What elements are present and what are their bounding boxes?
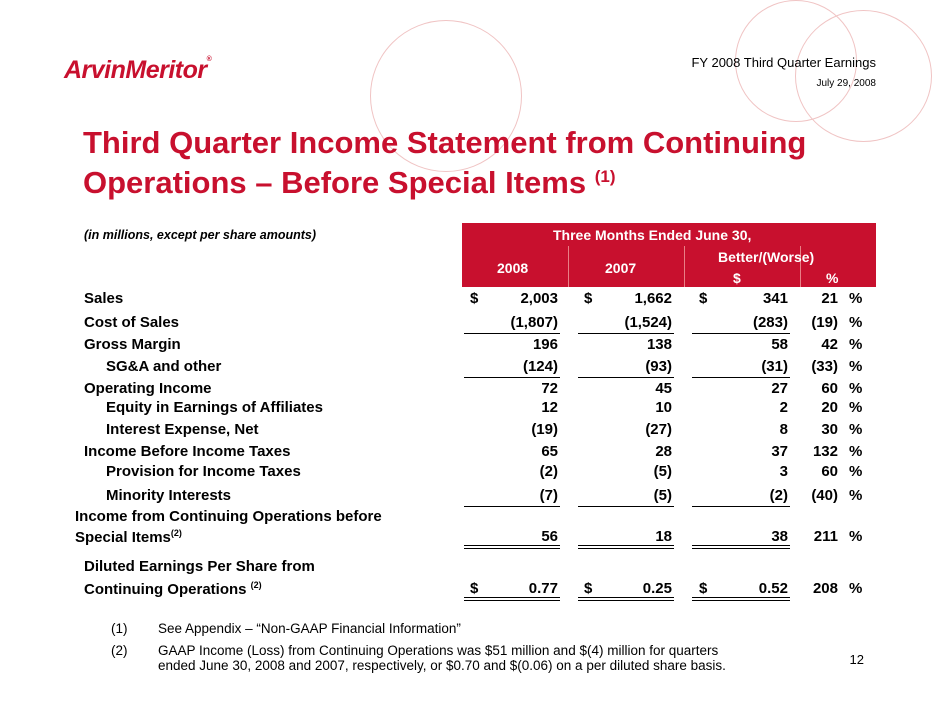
- cell-diff: (283): [752, 314, 788, 331]
- cell-2008: 65: [541, 443, 558, 460]
- cell-pct: 60: [821, 463, 838, 480]
- header-date: July 29, 2008: [816, 78, 876, 89]
- cell-2007: 18: [655, 528, 672, 545]
- row-label-income-before-taxes: Income Before Income Taxes: [84, 443, 291, 460]
- period-header: Three Months Ended June 30,: [553, 227, 752, 243]
- cell-pct: (33): [811, 358, 838, 375]
- underline-rule: [692, 377, 790, 378]
- row-label-interest-expense: Interest Expense, Net: [106, 421, 259, 438]
- cell-diff: 0.52: [758, 580, 788, 597]
- cell-2007: 1,662: [634, 290, 672, 307]
- cell-2008: 2,003: [520, 290, 558, 307]
- row-label-eps-line2: Continuing Operations $^{(2)}$: [84, 580, 262, 598]
- cell-2008: 12: [541, 399, 558, 416]
- title-footnote-ref: (1): [594, 167, 616, 186]
- cell-pct-symbol: %: [849, 463, 863, 480]
- cell-pct-symbol: %: [849, 528, 863, 545]
- cell-diff: 2: [779, 399, 788, 416]
- row-label-income-continuing-line1: Income from Continuing Operations before: [75, 508, 382, 525]
- cell-diff: 58: [771, 336, 788, 353]
- cell-pct-symbol: %: [849, 336, 863, 353]
- underline-rule: [692, 506, 790, 507]
- underline-rule: [578, 333, 674, 334]
- cell-diff: 8: [779, 421, 788, 438]
- page-number: 12: [849, 652, 864, 667]
- cell-2008: 72: [541, 380, 558, 397]
- cell-2007: (93): [645, 358, 672, 375]
- cell-pct: (19): [811, 314, 838, 331]
- cell-pct-symbol: %: [849, 487, 863, 504]
- cell-2007: 45: [655, 380, 672, 397]
- underline-rule: [578, 377, 674, 378]
- cell-pct: 132: [812, 443, 838, 460]
- row-label-sales: Sales: [84, 290, 124, 307]
- units-note: (in millions, except per share amounts): [84, 228, 317, 242]
- column-header-2007: 2007: [605, 260, 637, 276]
- cell-2008: (2): [539, 463, 558, 480]
- cell-pct: 42: [821, 336, 838, 353]
- header-event-title: FY 2008 Third Quarter Earnings: [691, 55, 876, 70]
- double-underline-rule: [578, 597, 674, 598]
- row-label-sga: SG&A and other: [106, 358, 222, 375]
- cell-2008: (124): [522, 358, 558, 375]
- cell-2007: (1,524): [624, 314, 672, 331]
- row-label-gross-margin: Gross Margin: [84, 336, 181, 353]
- double-underline-rule: [464, 545, 560, 546]
- cell-2007: 28: [655, 443, 672, 460]
- underline-rule: [464, 333, 560, 334]
- currency-symbol: $: [699, 290, 708, 307]
- row-label-income-continuing-line2: Special Items$^{(2)}$: [75, 528, 182, 546]
- cell-2008: 196: [532, 336, 558, 353]
- cell-diff: (2): [769, 487, 788, 504]
- cell-2007: 138: [646, 336, 672, 353]
- cell-pct: 21: [821, 290, 838, 307]
- currency-symbol: $: [470, 580, 479, 597]
- currency-symbol: $: [584, 580, 593, 597]
- arvinmeritor-logo: ArvinMeritor®: [64, 56, 212, 84]
- double-underline-rule: [464, 548, 560, 549]
- cell-pct-symbol: %: [849, 421, 863, 438]
- cell-2007: (5): [653, 487, 672, 504]
- row-label-operating-income: Operating Income: [84, 380, 212, 397]
- cell-pct: (40): [811, 487, 838, 504]
- cell-pct: 211: [813, 528, 838, 545]
- cell-diff: (31): [761, 358, 788, 375]
- cell-diff: 3: [779, 463, 788, 480]
- cell-pct-symbol: %: [849, 314, 863, 331]
- cell-2008: 56: [541, 528, 558, 545]
- double-underline-rule: [578, 548, 674, 549]
- cell-pct-symbol: %: [849, 290, 863, 307]
- column-header-2008: 2008: [497, 260, 529, 276]
- row-label-cost-of-sales: Cost of Sales: [84, 314, 180, 331]
- column-divider: [684, 246, 685, 287]
- footnote-2-text-line2: ended June 30, 2008 and 2007, respectively, or $0.70 and $(0.06) on a per diluted share basis.: [158, 658, 726, 673]
- cell-pct-symbol: %: [849, 380, 863, 397]
- cell-pct: 208: [812, 580, 838, 597]
- cell-2007: (5): [653, 463, 672, 480]
- double-underline-rule: [692, 600, 790, 601]
- cell-diff: 27: [771, 380, 788, 397]
- cell-pct-symbol: %: [849, 580, 863, 597]
- cell-diff: 38: [771, 528, 788, 545]
- slide-title-line1: Third Quarter Income Statement from Continuing: [83, 125, 807, 160]
- cell-2007: 0.25: [642, 580, 672, 597]
- double-underline-rule: [464, 600, 560, 601]
- slide-title-line2: Operations – Before Special Items $^{(1)}$: [83, 165, 616, 200]
- column-header-better-worse: Better/(Worse): [718, 249, 815, 265]
- underline-rule: [464, 377, 560, 378]
- row-label-equity-earnings: Equity in Earnings of Affiliates: [106, 399, 323, 416]
- footnote-2-number: (2): [111, 643, 128, 658]
- cell-pct-symbol: %: [849, 399, 863, 416]
- currency-symbol: $: [470, 290, 479, 307]
- underline-rule: [692, 333, 790, 334]
- footnote-1-text: See Appendix – “Non-GAAP Financial Information”: [158, 621, 461, 636]
- double-underline-rule: [578, 545, 674, 546]
- double-underline-rule: [692, 545, 790, 546]
- column-divider: [568, 246, 569, 287]
- double-underline-rule: [692, 597, 790, 598]
- cell-pct: 30: [821, 421, 838, 438]
- cell-2007: (27): [645, 421, 672, 438]
- cell-pct-symbol: %: [849, 358, 863, 375]
- cell-2008: (1,807): [510, 314, 558, 331]
- row-label-minority-interests: Minority Interests: [106, 487, 232, 504]
- cell-2007: 10: [655, 399, 672, 416]
- currency-symbol: $: [699, 580, 708, 597]
- cell-pct: 20: [821, 399, 838, 416]
- cell-pct-symbol: %: [849, 443, 863, 460]
- cell-diff: 37: [771, 443, 788, 460]
- double-underline-rule: [692, 548, 790, 549]
- footnote-2-text-line1: GAAP Income (Loss) from Continuing Operations was $51 million and $(4) million for quarters: [158, 643, 719, 658]
- underline-rule: [464, 506, 560, 507]
- cell-diff: 341: [762, 290, 788, 307]
- cell-2008: 0.77: [528, 580, 558, 597]
- row-label-eps-line1: Diluted Earnings Per Share from: [84, 558, 315, 575]
- underline-rule: [578, 506, 674, 507]
- cell-2008: (19): [531, 421, 558, 438]
- column-header-percent: %: [826, 270, 839, 286]
- cell-pct: 60: [821, 380, 838, 397]
- decorative-circle: [795, 10, 932, 142]
- column-header-dollar: $: [733, 270, 741, 286]
- double-underline-rule: [578, 600, 674, 601]
- cell-2008: (7): [539, 487, 558, 504]
- footnote-1-number: (1): [111, 621, 128, 636]
- double-underline-rule: [464, 597, 560, 598]
- row-label-income-tax: Provision for Income Taxes: [106, 463, 301, 480]
- currency-symbol: $: [584, 290, 593, 307]
- slide-title: [83, 123, 806, 203]
